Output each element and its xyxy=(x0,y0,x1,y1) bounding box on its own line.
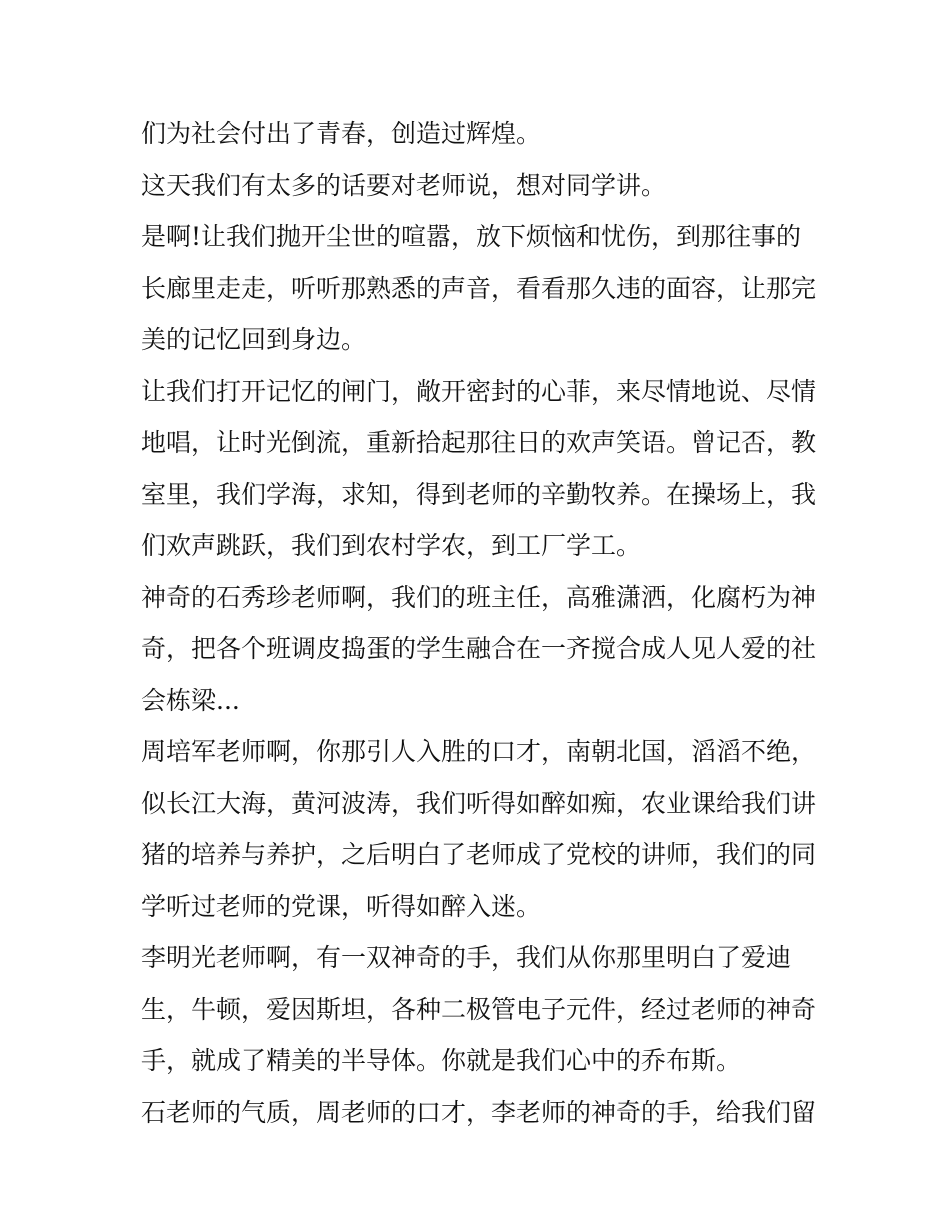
text-line: 美的记忆回到身边。 xyxy=(141,325,367,354)
text-line: 手，就成了精美的半导体。你就是我们心中的乔布斯。 xyxy=(141,1046,742,1075)
text-line: 会栋梁... xyxy=(141,685,240,715)
text-line: 们为社会付出了青春，创造过辉煌。 xyxy=(141,119,542,148)
text-line: 李明光老师啊，有一双神奇的手，我们从你那里明白了爱迪 xyxy=(141,943,792,972)
text-line: 学听过老师的党课，听得如醉入迷。 xyxy=(141,891,542,921)
text-line: 长廊里走走，听听那熟悉的声音，看看那久违的面容，让那完 xyxy=(141,273,817,303)
text-line: 地唱，让时光倒流，重新拾起那往日的欢声笑语。曾记否，教 xyxy=(141,428,817,457)
text-line: 石老师的气质，周老师的口才，李老师的神奇的手，给我们留 xyxy=(141,1097,817,1127)
text-line: 奇，把各个班调皮捣蛋的学生融合在一齐搅合成人见人爱的社 xyxy=(141,634,817,663)
text-line: 是啊!让我们抛开尘世的喧嚣，放下烦恼和忧伤，到那往事的 xyxy=(141,222,802,251)
text-line: 周培军老师啊，你那引人入胜的口才，南朝北国，滔滔不绝， xyxy=(141,737,817,766)
text-line: 猪的培养与养护，之后明白了老师成了党校的讲师，我们的同 xyxy=(141,840,817,869)
document-body xyxy=(141,108,821,1138)
text-line: 似长江大海，黄河波涛，我们听得如醉如痴，农业课给我们讲 xyxy=(141,788,817,818)
text-line: 室里，我们学海，求知，得到老师的辛勤牧养。在操场上，我 xyxy=(141,479,817,509)
text-line: 神奇的石秀珍老师啊，我们的班主任，高雅潇洒，化腐朽为神 xyxy=(141,582,817,612)
text-line: 生，牛顿，爱因斯坦，各种二极管电子元件，经过老师的神奇 xyxy=(141,994,817,1024)
text-line: 让我们打开记忆的闸门，敞开密封的心菲，来尽情地说、尽情 xyxy=(141,376,817,406)
text-line: 这天我们有太多的话要对老师说，想对同学讲。 xyxy=(141,170,667,200)
text-line: 们欢声跳跃，我们到农村学农，到工厂学工。 xyxy=(141,531,642,560)
